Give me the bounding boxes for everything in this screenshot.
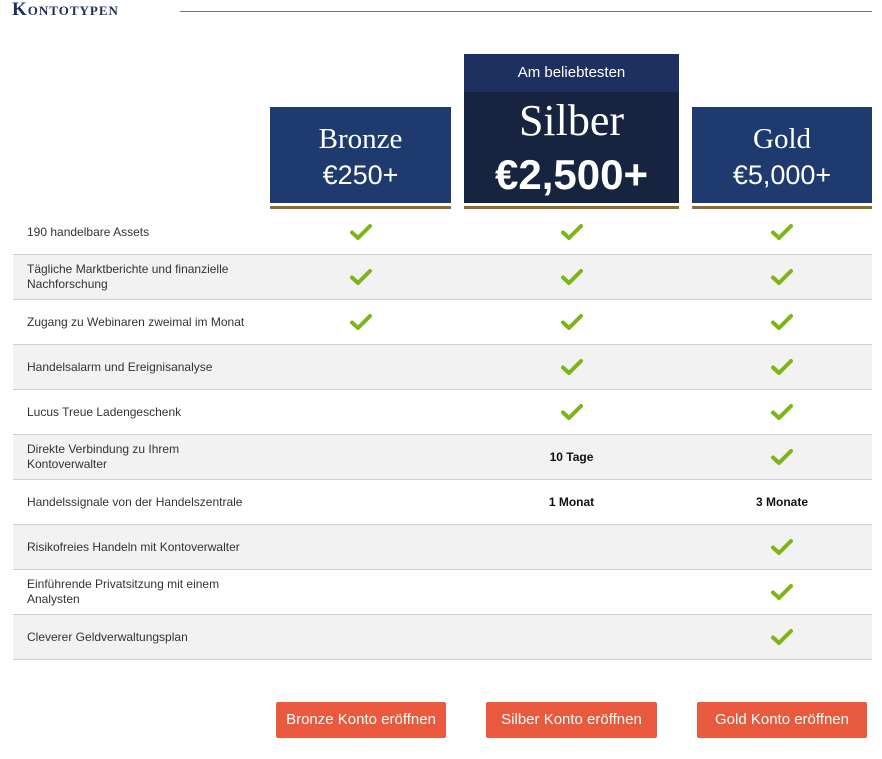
checkmark-icon — [771, 538, 793, 556]
feature-cell-bronze — [270, 480, 451, 524]
feature-label: Einführende Privatsitzung mit einem Analysten — [27, 577, 220, 606]
feature-cell-bronze — [270, 570, 451, 614]
checkmark-icon — [771, 628, 793, 646]
feature-cell-silver — [464, 615, 679, 659]
table-row — [13, 255, 872, 300]
feature-label: Handelsalarm und Ereignisanalyse — [27, 359, 213, 374]
feature-label: 190 handelbare Assets — [27, 224, 150, 239]
table-row — [13, 480, 872, 525]
checkmark-icon — [561, 313, 583, 331]
checkmark-icon — [350, 268, 372, 286]
checkmark-icon — [561, 358, 583, 376]
checkmark-icon — [350, 223, 372, 241]
feature-cell-gold — [692, 390, 872, 434]
feature-cell-bronze — [270, 525, 451, 569]
plan-header-gold — [692, 107, 872, 203]
feature-cell-gold — [692, 435, 872, 479]
table-row — [13, 345, 872, 390]
feature-cell-gold: 3 Monate — [755, 495, 808, 509]
checkmark-icon — [771, 448, 793, 466]
checkmark-icon — [771, 403, 793, 421]
checkmark-icon — [771, 358, 793, 376]
open-bronze-account-button[interactable]: Bronze Konto eröffnen — [276, 702, 446, 738]
feature-table — [13, 210, 872, 660]
feature-cell-silver — [464, 525, 679, 569]
plan-name-gold: Gold — [753, 123, 811, 155]
section-title: Kontotypen — [12, 0, 119, 20]
feature-label: Direkte Verbindung zu Ihrem Kontoverwalter — [27, 442, 180, 471]
feature-cell-silver: 10 Tage — [549, 450, 594, 464]
checkmark-icon — [771, 583, 793, 601]
checkmark-icon — [771, 268, 793, 286]
feature-cell-gold — [692, 345, 872, 389]
feature-label: Risikofreies Handeln mit Kontoverwalter — [27, 539, 240, 554]
feature-cell-silver — [464, 255, 679, 299]
table-row — [13, 300, 872, 345]
feature-label: Handelssignale von der Handelszentrale — [27, 494, 243, 509]
feature-cell-silver — [464, 390, 679, 434]
title-divider — [180, 11, 872, 12]
open-gold-account-button[interactable]: Gold Konto eröffnen — [697, 702, 867, 738]
table-row — [13, 615, 872, 660]
feature-label: Lucus Treue Ladengeschenk — [27, 404, 182, 419]
feature-cell-bronze — [270, 345, 451, 389]
feature-cell-bronze — [270, 435, 451, 479]
feature-label: Tägliche Marktberichte und finanzielle Nachforschung — [27, 262, 229, 291]
checkmark-icon — [561, 223, 583, 241]
plan-header-silver — [464, 54, 679, 203]
plan-underline-silver — [464, 206, 679, 209]
plan-underline-gold — [692, 206, 872, 209]
feature-cell-gold — [692, 615, 872, 659]
feature-cell-gold — [692, 255, 872, 299]
plan-price-bronze: €250+ — [322, 160, 399, 190]
popular-badge: Am beliebtesten — [464, 54, 679, 92]
feature-cell-gold — [692, 300, 872, 344]
checkmark-icon — [771, 313, 793, 331]
plan-underline-bronze — [270, 206, 451, 209]
feature-cell-silver — [464, 345, 679, 389]
table-row — [13, 210, 872, 255]
table-row — [13, 435, 872, 480]
checkmark-icon — [350, 313, 372, 331]
table-row — [13, 390, 872, 435]
feature-label: Cleverer Geldverwaltungsplan — [27, 629, 188, 644]
plan-price-silver: €2,500+ — [495, 151, 648, 198]
table-row — [13, 525, 872, 570]
feature-cell-gold — [692, 570, 872, 614]
feature-cell-gold — [692, 210, 872, 254]
feature-cell-silver — [464, 210, 679, 254]
feature-cell-bronze — [270, 615, 451, 659]
checkmark-icon — [561, 403, 583, 421]
plan-name-bronze: Bronze — [318, 123, 403, 155]
plan-name-silver: Silber — [518, 96, 625, 145]
feature-label: Zugang zu Webinaren zweimal im Monat — [27, 314, 245, 329]
feature-cell-silver — [464, 300, 679, 344]
checkmark-icon — [561, 268, 583, 286]
feature-cell-bronze — [270, 300, 451, 344]
checkmark-icon — [771, 223, 793, 241]
open-silver-account-button[interactable]: Silber Konto eröffnen — [486, 702, 657, 738]
feature-cell-bronze — [270, 390, 451, 434]
feature-cell-bronze — [270, 255, 451, 299]
feature-cell-silver — [464, 570, 679, 614]
plan-price-gold: €5,000+ — [732, 160, 832, 190]
table-row — [13, 570, 872, 615]
feature-cell-bronze — [270, 210, 451, 254]
feature-cell-gold — [692, 525, 872, 569]
feature-cell-silver: 1 Monat — [548, 495, 595, 509]
plan-header-bronze — [270, 107, 451, 203]
